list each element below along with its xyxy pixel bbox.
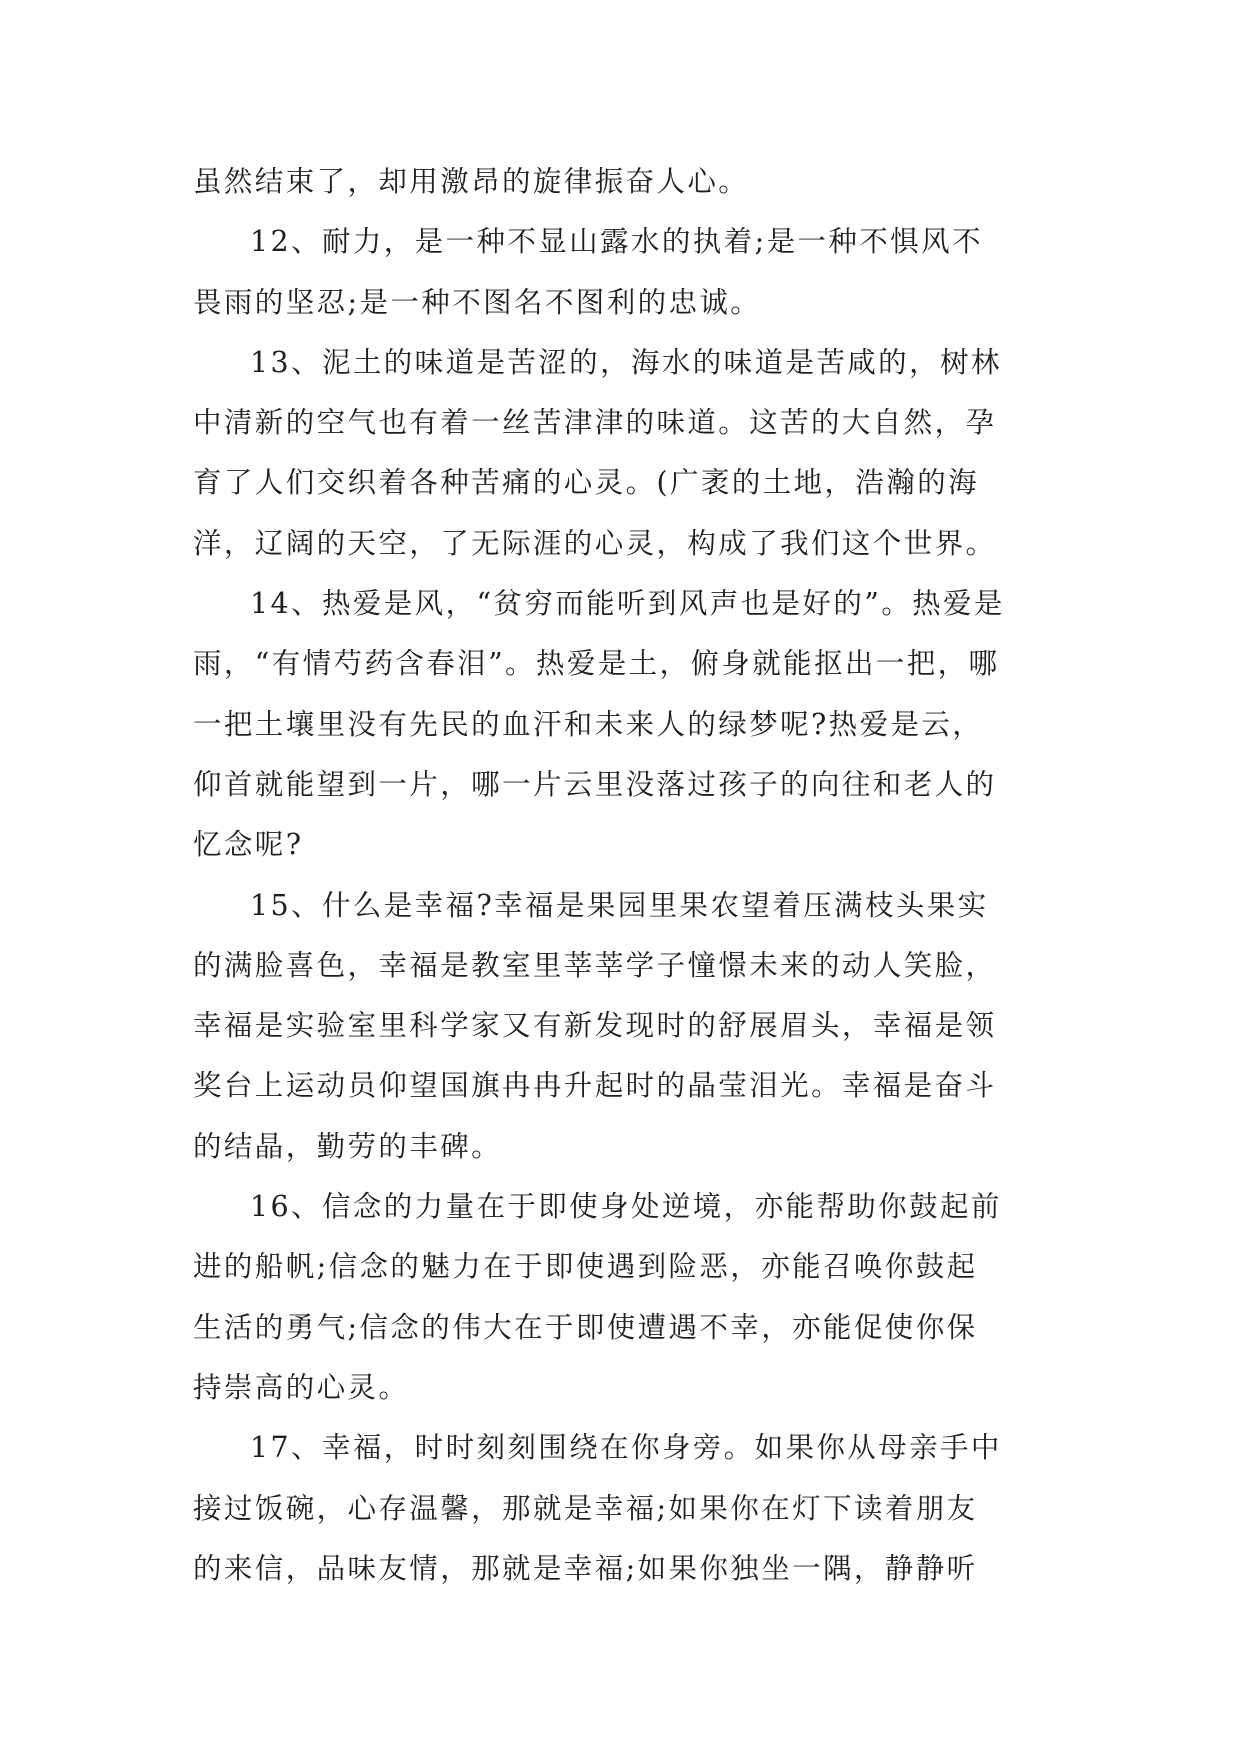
text-line: 接过饭碗，心存温馨，那就是幸福;如果你在灯下读着朋友 — [193, 1491, 978, 1525]
text-line: 中清新的空气也有着一丝苦津津的味道。这苦的大自然，孕 — [193, 406, 997, 440]
paragraph-16 — [193, 1177, 1053, 1418]
paragraph-17 — [193, 1418, 1053, 1599]
text-line: 的结晶，勤劳的丰碑。 — [193, 1129, 503, 1163]
text-line: 17、幸福，时时刻刻围绕在你身旁。如果你从母亲手中 — [250, 1431, 1002, 1465]
paragraph-15 — [193, 876, 1053, 1177]
text-line: 雨，“有情芍药含春泪”。热爱是土，俯身就能抠出一把，哪 — [193, 647, 1000, 681]
text-line: 15、什么是幸福?幸福是果园里果农望着压满枝头果实 — [250, 888, 989, 922]
paragraph-12 — [193, 212, 1053, 333]
text-line: 一把土壤里没有先民的血汗和未来人的绿梦呢?热爱是云， — [193, 707, 984, 741]
text-line: 忆念呢? — [193, 828, 304, 862]
text-line: 生活的勇气;信念的伟大在于即使遭遇不幸，亦能促使你保 — [193, 1310, 978, 1344]
text-line: 12、耐力，是一种不显山露水的执着;是一种不惧风不 — [250, 225, 983, 259]
text-line: 幸福是实验室里科学家又有新发现时的舒展眉头，幸福是领 — [193, 1009, 997, 1043]
paragraph-13 — [193, 333, 1053, 574]
text-line: 奖台上运动员仰望国旗冉冉升起时的晶莹泪光。幸福是奋斗 — [193, 1069, 997, 1103]
text-line: 16、信念的力量在于即使身处逆境，亦能帮助你鼓起前 — [250, 1190, 1002, 1224]
text-line: 14、热爱是风，“贫穷而能听到风声也是好的”。热爱是 — [250, 587, 1005, 621]
text-line: 仰首就能望到一片，哪一片云里没落过孩子的向往和老人的 — [193, 767, 997, 801]
paragraph-continuation — [193, 152, 1053, 212]
text-line: 进的船帆;信念的魅力在于即使遇到险恶，亦能召唤你鼓起 — [193, 1250, 978, 1284]
text-line: 虽然结束了，却用激昂的旋律振奋人心。 — [193, 165, 750, 198]
text-line: 的满脸喜色，幸福是教室里莘莘学子憧憬未来的动人笑脸， — [193, 948, 997, 982]
text-line: 13、泥土的味道是苦涩的，海水的味道是苦咸的，树林 — [250, 345, 1002, 379]
text-line: 持崇高的心灵。 — [193, 1370, 410, 1404]
text-line: 洋，辽阔的天空，了无际涯的心灵，构成了我们这个世界。 — [193, 526, 997, 560]
paragraph-14 — [193, 574, 1053, 875]
document-body — [193, 152, 1053, 1599]
text-line: 畏雨的坚忍;是一种不图名不图利的忠诚。 — [193, 285, 762, 319]
text-line: 育了人们交织着各种苦痛的心灵。(广袤的土地，浩瀚的海 — [193, 466, 980, 500]
text-line: 的来信，品味友情，那就是幸福;如果你独坐一隅，静静听 — [193, 1551, 978, 1585]
